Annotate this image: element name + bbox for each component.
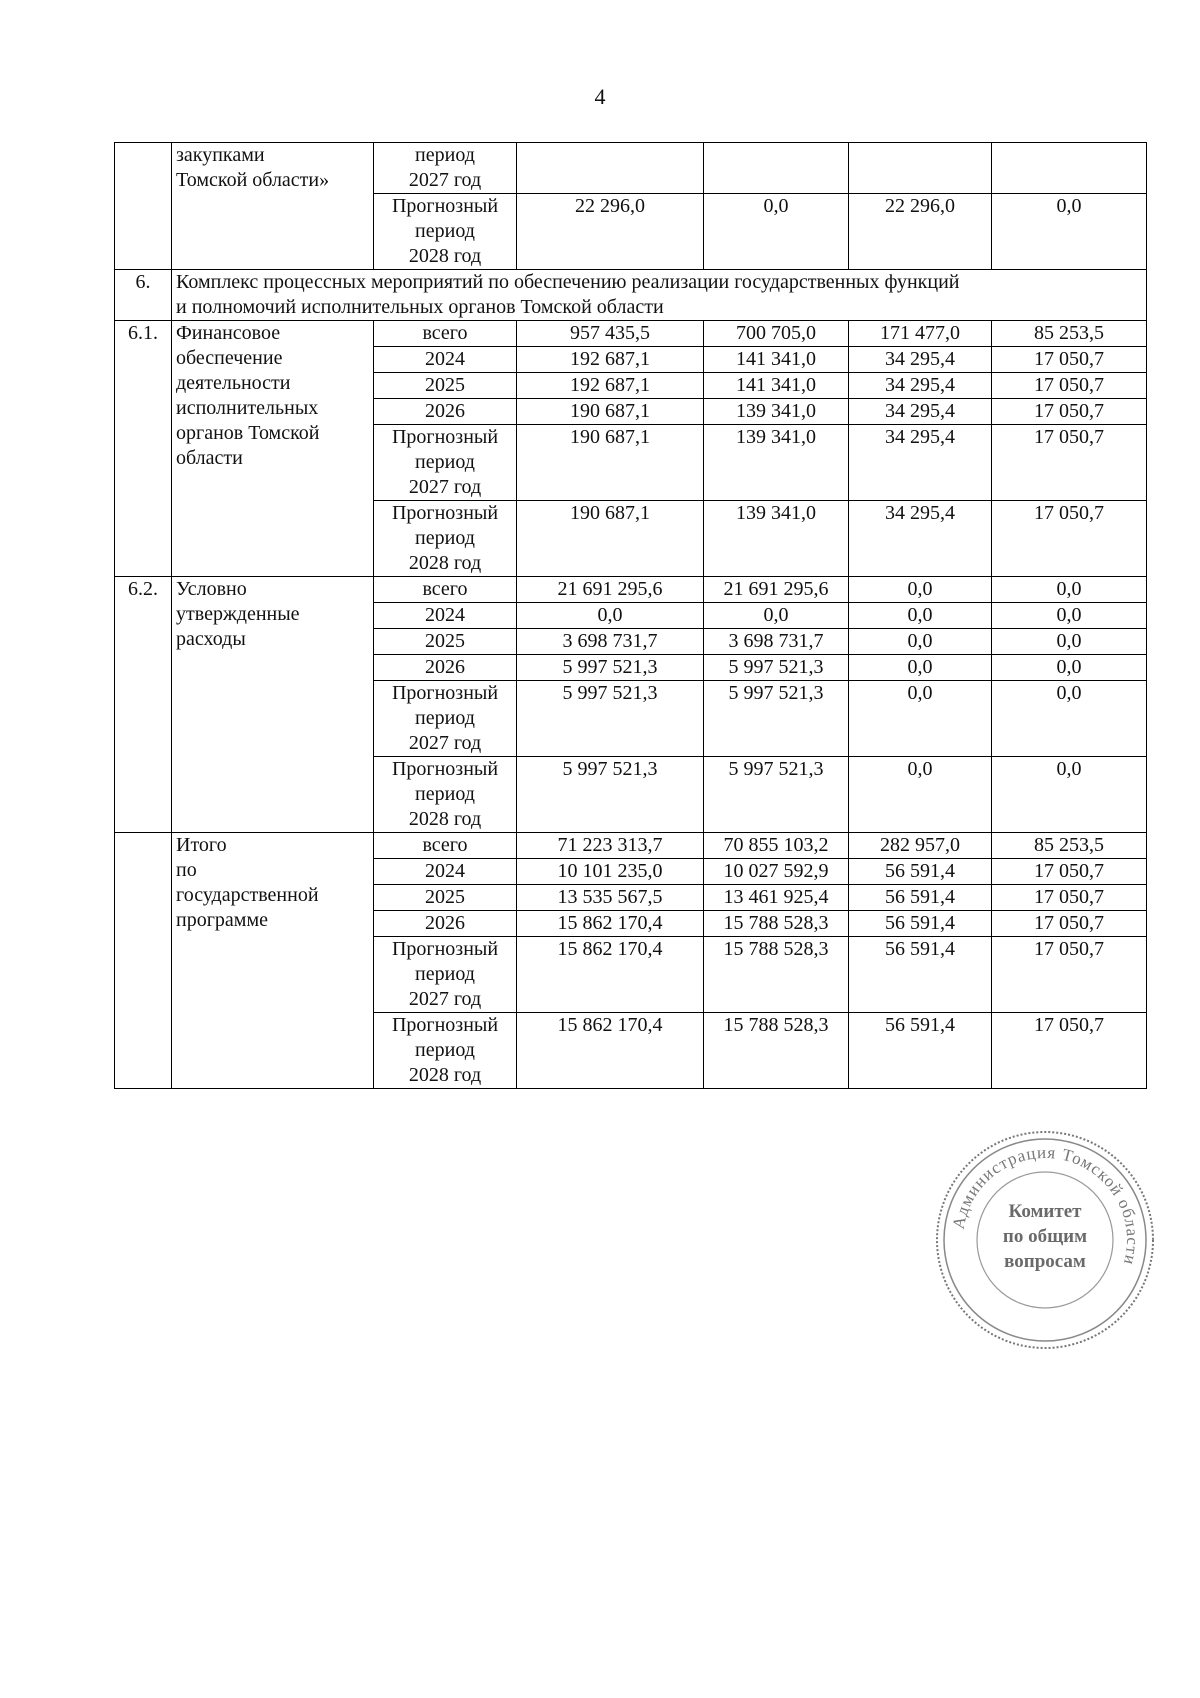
item-name <box>172 321 374 577</box>
period-cell <box>374 425 517 501</box>
value-cell: 13 461 925,4 <box>704 885 849 911</box>
text-line: Финансовое <box>176 322 281 344</box>
text-line: Прогнозный <box>391 426 499 448</box>
value-cell: 0,0 <box>849 757 992 833</box>
period-cell <box>374 603 517 629</box>
table-row <box>115 321 1147 347</box>
official-seal <box>930 1125 1160 1355</box>
text-line: Прогнозный <box>391 1014 499 1036</box>
text-line: Итого <box>176 834 227 856</box>
period-cell <box>374 629 517 655</box>
period-cell <box>374 143 517 194</box>
value-cell: 17 050,7 <box>992 885 1147 911</box>
text-line: 2025 <box>425 886 465 908</box>
text-line: 2026 <box>425 912 465 934</box>
value-cell: 0,0 <box>992 629 1147 655</box>
period-cell <box>374 681 517 757</box>
section-row <box>115 270 1147 321</box>
period-cell <box>374 321 517 347</box>
text-line: области <box>176 447 243 469</box>
text-line: 2024 <box>425 348 465 370</box>
svg-text:Администрация Томской области: Администрация Томской области <box>948 1142 1143 1268</box>
svg-text:Комитет: Комитет <box>1008 1201 1082 1222</box>
text-line: 2026 <box>425 400 465 422</box>
value-cell <box>704 143 849 194</box>
text-line: 2025 <box>425 630 465 652</box>
value-cell: 17 050,7 <box>992 937 1147 1013</box>
value-cell: 0,0 <box>849 655 992 681</box>
value-cell: 21 691 295,6 <box>517 577 704 603</box>
value-cell: 139 341,0 <box>704 425 849 501</box>
value-cell: 0,0 <box>849 629 992 655</box>
text-line: 2027 год <box>408 988 482 1010</box>
value-cell: 0,0 <box>704 603 849 629</box>
value-cell: 0,0 <box>704 194 849 270</box>
text-line: 2024 <box>425 604 465 626</box>
row-number <box>115 143 172 270</box>
row-number: 6.1. <box>115 321 172 577</box>
value-cell: 10 027 592,9 <box>704 859 849 885</box>
value-cell: 0,0 <box>992 603 1147 629</box>
value-cell: 15 862 170,4 <box>517 911 704 937</box>
value-cell: 190 687,1 <box>517 501 704 577</box>
row-number: 6.2. <box>115 577 172 833</box>
value-cell: 21 691 295,6 <box>704 577 849 603</box>
value-cell: 56 591,4 <box>849 1013 992 1089</box>
value-cell: 3 698 731,7 <box>517 629 704 655</box>
value-cell: 56 591,4 <box>849 937 992 1013</box>
text-line: утвержденные <box>176 603 300 625</box>
section-title <box>172 270 1147 321</box>
text-line: период <box>415 220 475 242</box>
text-line: Прогнозный <box>391 195 499 217</box>
value-cell <box>992 143 1147 194</box>
value-cell: 34 295,4 <box>849 425 992 501</box>
value-cell: 0,0 <box>992 577 1147 603</box>
value-cell: 56 591,4 <box>849 885 992 911</box>
value-cell <box>517 143 704 194</box>
value-cell: 15 788 528,3 <box>704 1013 849 1089</box>
value-cell: 0,0 <box>992 757 1147 833</box>
text-line: всего <box>422 834 468 856</box>
value-cell: 71 223 313,7 <box>517 833 704 859</box>
value-cell: 17 050,7 <box>992 347 1147 373</box>
value-cell: 17 050,7 <box>992 501 1147 577</box>
value-cell: 85 253,5 <box>992 321 1147 347</box>
period-cell <box>374 833 517 859</box>
value-cell: 15 862 170,4 <box>517 1013 704 1089</box>
text-line: период <box>415 963 475 985</box>
text-line: период <box>415 451 475 473</box>
value-cell: 56 591,4 <box>849 911 992 937</box>
value-cell: 17 050,7 <box>992 373 1147 399</box>
value-cell: 3 698 731,7 <box>704 629 849 655</box>
item-name <box>172 833 374 1089</box>
value-cell: 0,0 <box>849 603 992 629</box>
text-line: Прогнозный <box>391 682 499 704</box>
value-cell: 17 050,7 <box>992 399 1147 425</box>
value-cell: 34 295,4 <box>849 399 992 425</box>
value-cell: 190 687,1 <box>517 399 704 425</box>
value-cell: 15 862 170,4 <box>517 937 704 1013</box>
text-line: 2027 год <box>408 476 482 498</box>
value-cell: 957 435,5 <box>517 321 704 347</box>
text-line: период <box>415 527 475 549</box>
table-row <box>115 833 1147 859</box>
period-cell <box>374 347 517 373</box>
text-line: 2028 год <box>408 245 482 267</box>
value-cell: 5 997 521,3 <box>517 681 704 757</box>
text-line: 2024 <box>425 860 465 882</box>
period-cell <box>374 194 517 270</box>
value-cell: 5 997 521,3 <box>704 681 849 757</box>
value-cell: 141 341,0 <box>704 347 849 373</box>
svg-text:по общим: по общим <box>1002 1226 1088 1247</box>
value-cell: 34 295,4 <box>849 373 992 399</box>
value-cell: 192 687,1 <box>517 373 704 399</box>
value-cell: 34 295,4 <box>849 347 992 373</box>
value-cell: 22 296,0 <box>849 194 992 270</box>
value-cell: 0,0 <box>849 577 992 603</box>
text-line: 2027 год <box>408 732 482 754</box>
value-cell: 0,0 <box>992 681 1147 757</box>
value-cell: 282 957,0 <box>849 833 992 859</box>
text-line: период <box>415 707 475 729</box>
period-cell <box>374 655 517 681</box>
text-line: 2028 год <box>408 808 482 830</box>
text-line: 2026 <box>425 656 465 678</box>
period-cell <box>374 757 517 833</box>
row-number: 6. <box>115 270 172 321</box>
value-cell: 85 253,5 <box>992 833 1147 859</box>
value-cell: 5 997 521,3 <box>517 757 704 833</box>
period-cell <box>374 501 517 577</box>
table-row <box>115 577 1147 603</box>
value-cell: 34 295,4 <box>849 501 992 577</box>
text-line: органов Томской <box>176 422 320 444</box>
value-cell: 56 591,4 <box>849 859 992 885</box>
text-line: период <box>415 144 475 166</box>
value-cell: 15 788 528,3 <box>704 911 849 937</box>
value-cell: 5 997 521,3 <box>704 757 849 833</box>
text-line: исполнительных <box>176 397 319 419</box>
svg-text:вопросам: вопросам <box>1004 1251 1086 1272</box>
value-cell: 192 687,1 <box>517 347 704 373</box>
value-cell: 17 050,7 <box>992 911 1147 937</box>
value-cell: 17 050,7 <box>992 859 1147 885</box>
value-cell: 139 341,0 <box>704 399 849 425</box>
value-cell: 700 705,0 <box>704 321 849 347</box>
row-number <box>115 833 172 1089</box>
text-line: всего <box>422 322 468 344</box>
value-cell: 17 050,7 <box>992 1013 1147 1089</box>
value-cell: 0,0 <box>849 681 992 757</box>
text-line: Прогнозный <box>391 502 499 524</box>
value-cell: 22 296,0 <box>517 194 704 270</box>
period-cell <box>374 1013 517 1089</box>
value-cell: 13 535 567,5 <box>517 885 704 911</box>
text-line: программе <box>176 909 268 931</box>
period-cell <box>374 399 517 425</box>
text-line: обеспечение <box>176 347 283 369</box>
period-cell <box>374 373 517 399</box>
text-line: всего <box>422 578 468 600</box>
period-cell <box>374 937 517 1013</box>
text-line: деятельности <box>176 372 291 394</box>
value-cell: 0,0 <box>992 655 1147 681</box>
text-line: Прогнозный <box>391 758 499 780</box>
text-line: 2027 год <box>408 169 482 191</box>
text-line: государственной <box>176 884 319 906</box>
value-cell: 15 788 528,3 <box>704 937 849 1013</box>
text-line: 2028 год <box>408 552 482 574</box>
text-line: период <box>415 1039 475 1061</box>
period-cell <box>374 859 517 885</box>
value-cell: 141 341,0 <box>704 373 849 399</box>
value-cell: 0,0 <box>517 603 704 629</box>
page-number: 4 <box>594 84 606 109</box>
period-cell <box>374 577 517 603</box>
value-cell: 5 997 521,3 <box>517 655 704 681</box>
value-cell <box>849 143 992 194</box>
text-line: Прогнозный <box>391 938 499 960</box>
budget-table <box>114 142 1147 1089</box>
text-line: период <box>415 783 475 805</box>
value-cell: 10 101 235,0 <box>517 859 704 885</box>
text-line: и полномочий исполнительных органов Томской области <box>176 296 664 318</box>
period-cell <box>374 911 517 937</box>
text-line: по <box>176 859 197 881</box>
text-line: расходы <box>176 628 246 650</box>
value-cell: 17 050,7 <box>992 425 1147 501</box>
value-cell: 5 997 521,3 <box>704 655 849 681</box>
text-line: 2025 <box>425 374 465 396</box>
text-line: 2028 год <box>408 1064 482 1086</box>
item-name <box>172 143 374 270</box>
table-row <box>115 143 1147 194</box>
text-line: Томской области» <box>176 169 330 191</box>
value-cell: 0,0 <box>992 194 1147 270</box>
text-line: Комплекс процессных мероприятий по обеспечению реализации государственных функций <box>176 271 960 293</box>
value-cell: 70 855 103,2 <box>704 833 849 859</box>
value-cell: 190 687,1 <box>517 425 704 501</box>
value-cell: 171 477,0 <box>849 321 992 347</box>
text-line: закупками <box>176 144 265 166</box>
period-cell <box>374 885 517 911</box>
text-line: Условно <box>176 578 247 600</box>
value-cell: 139 341,0 <box>704 501 849 577</box>
item-name <box>172 577 374 833</box>
